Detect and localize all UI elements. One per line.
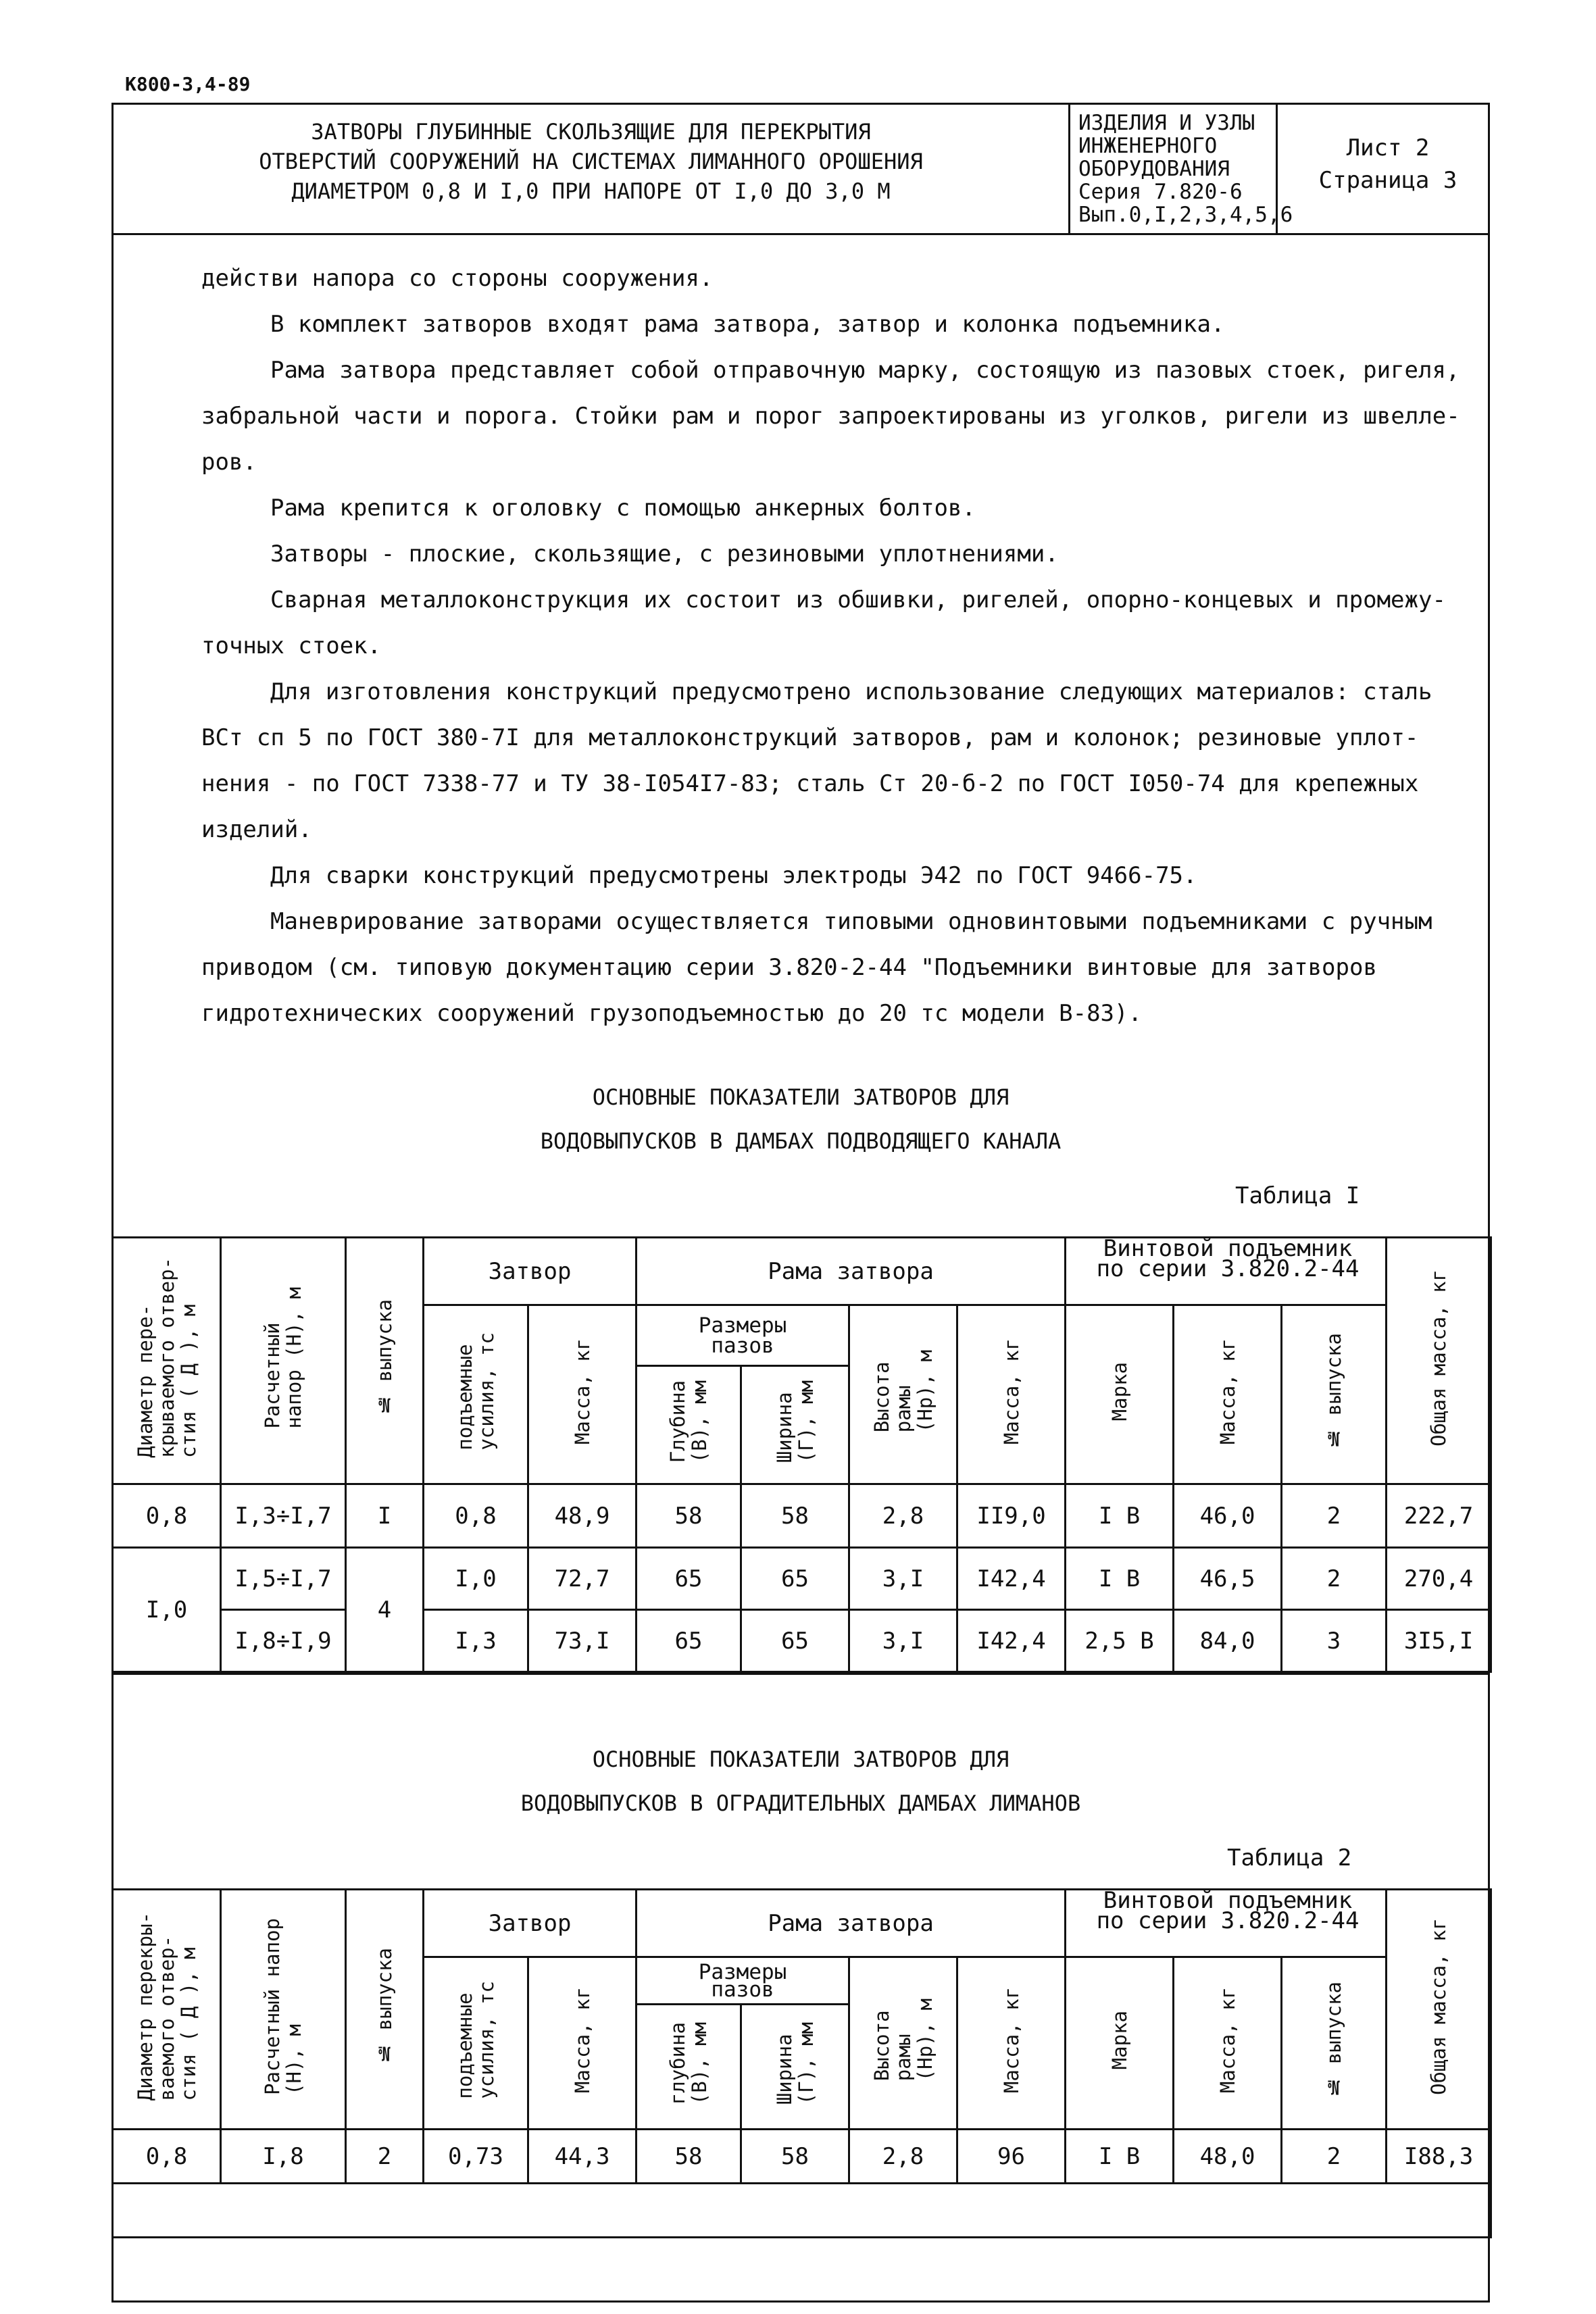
paragraph-line: Для изготовления конструкций предусмотрено использование следующих материалов: сталь [270,678,1432,705]
series-line: Вып.0,I,2,3,4,5,6 [1078,203,1293,227]
paragraph-line: забральной части и порога. Стойки рам и порог запроектированы из уголков, ригели из швелле- [201,403,1460,430]
table2-header-hoist: Винтовой подъемник по серии 3.820.2-44 [1066,1890,1387,1957]
cell-frame-height: 3,I [849,1610,957,1672]
cell-hoist-mass: 48,0 [1174,2130,1282,2184]
paragraph-line: Затворы - плоские, скользящие, с резиновыми уплотнениями. [270,540,1059,568]
cell-diameter: I,0 [113,1548,221,1672]
title-line: ОТВЕРСТИЙ СООРУЖЕНИЙ НА СИСТЕМАХ ЛИМАННОГО ОРОШЕНИЯ [259,149,923,174]
paragraph-line: ВСт сп 5 по ГОСТ 380-7I для металлоконструкций затворов, рам и колонок; резиновые уплот- [201,724,1419,751]
cell-head: I,8 [221,2130,346,2184]
paragraph-line: изделий. [201,816,312,843]
series-line: ИЗДЕЛИЯ И УЗЛЫ [1078,111,1255,135]
cell-brand: I В [1066,1484,1174,1548]
cell-hoist-issue: 2 [1282,1484,1387,1548]
table2-header-lift-force: подъемные усилия, тс [424,1957,528,2130]
table2-header-total-mass: Общая масса, кг [1387,1890,1491,2130]
cell-hoist-mass: 46,5 [1174,1548,1282,1610]
table1-header-diameter: Диаметр пере- крываемого отвер- стия ( Д ), м [113,1238,221,1484]
table2-header-brand: Марка [1066,1957,1174,2130]
sheet-info [1286,132,1490,197]
cell-issue: 4 [346,1548,424,1672]
table1-caption: Таблица I [1235,1182,1360,1209]
cell-gate-mass: 72,7 [528,1548,637,1610]
table1-header-gate: Затвор [424,1238,637,1305]
table2-header-frame-height: Высота рамы (Нр), м [849,1957,957,2130]
cell-width: 58 [741,2130,849,2184]
table1-header-lift-force: подъемные усилия, тс [424,1305,528,1484]
cell-frame-height: 3,I [849,1548,957,1610]
table1-header-frame-height: Высота рамы (Нр), м [849,1305,957,1484]
cell-frame-mass: I42,4 [957,1610,1066,1672]
table2-header-hoist-mass: Масса, кг [1174,1957,1282,2130]
series-line: ОБОРУДОВАНИЯ [1078,157,1230,181]
cell-gate-mass: 73,I [528,1610,637,1672]
paragraph-line: действи напора со стороны сооружения. [201,265,714,292]
table2-header-groove-size: Размеры пазов [637,1957,849,2005]
cell-head: I,5÷I,7 [221,1548,346,1610]
cell-hoist-issue: 2 [1282,2130,1387,2184]
table-row [113,1610,1491,1672]
cell-gate-mass: 48,9 [528,1484,637,1548]
table2-header-hoist-issue: № выпуска [1282,1957,1387,2130]
cell-frame-mass: I42,4 [957,1548,1066,1610]
cell-issue: 2 [346,2130,424,2184]
cell-hoist-mass: 46,0 [1174,1484,1282,1548]
table-row [113,1484,1491,1548]
paragraph-line: В комплект затворов входят рама затвора, затвор и колонка подъемника. [270,311,1225,338]
title-block [111,103,1490,235]
cell-depth: 58 [637,2130,741,2184]
cell-total-mass: I88,3 [1387,2130,1491,2184]
cell-hoist-issue: 3 [1282,1610,1387,1672]
table2-header-head: Расчетный напор (Н), м [221,1890,346,2130]
cell-diameter: 0,8 [113,2130,221,2184]
cell-frame-height: 2,8 [849,1484,957,1548]
cell-hoist-issue: 2 [1282,1548,1387,1610]
table-row [113,1548,1491,1610]
table1-header-hoist-mass: Масса, кг [1174,1305,1282,1484]
paragraph-line: нения - по ГОСТ 7338-77 и ТУ 38-I054I7-83; сталь Ст 20-б-2 по ГОСТ I050-74 для крепежных [201,770,1419,797]
series-line: Серия 7.820-6 [1078,180,1243,204]
cell-frame-mass: II9,0 [957,1484,1066,1548]
page-number: Страница 3 [1318,167,1457,194]
cell-brand: I В [1066,1548,1174,1610]
series-line: ИНЖЕНЕРНОГО [1078,134,1218,158]
table1-header-frame-mass: Масса, кг [957,1305,1066,1484]
table2-header-width: Ширина (Г), мм [741,2005,849,2130]
table2-header-issue: № выпуска [346,1890,424,2130]
table2-header-gate: Затвор [424,1890,637,1957]
table2-header-frame: Рама затвора [637,1890,1066,1957]
table1-header-brand: Марка [1066,1305,1174,1484]
document-code: К800-3,4-89 [125,73,251,95]
title-line: ДИАМЕТРОМ 0,8 И I,0 ПРИ НАПОРЕ ОТ I,0 ДО 3,0 М [291,178,891,204]
paragraph-line: приводом (см. типовую документацию серии 3.820-2-44 "Подъемники винтовые для затворов [201,954,1377,981]
table-row [113,2130,1491,2184]
cell-diameter: 0,8 [113,1484,221,1548]
cell-issue: I [346,1484,424,1548]
paragraph-line: Маневрирование затворами осуществляется типовыми одновинтовыми подъемниками с ручным [270,908,1432,935]
series-info [1078,111,1293,226]
table-row-empty [113,2184,1491,2238]
cell-depth: 65 [637,1548,741,1610]
table2 [111,1888,1492,2238]
cell-width: 58 [741,1484,849,1548]
cell-gate-mass: 44,3 [528,2130,637,2184]
table2-caption: Таблица 2 [1227,1844,1352,1871]
table1-title-line: ОСНОВНЫЕ ПОКАЗАТЕЛИ ЗАТВОРОВ ДЛЯ [592,1084,1009,1110]
cell-brand: I В [1066,2130,1174,2184]
cell-depth: 58 [637,1484,741,1548]
cell-width: 65 [741,1610,849,1672]
cell-total-mass: 3I5,I [1387,1610,1491,1672]
paragraph-line: гидротехнических сооружений грузоподъемностью до 20 тс модели В-83). [201,1000,1142,1027]
table2-header-depth: глубина (В), мм [637,2005,741,2130]
cell-head: I,8÷I,9 [221,1610,346,1672]
table1-header-hoist: Винтовой подъемник по серии 3.820.2-44 [1066,1238,1387,1305]
table2-header-frame-mass: Масса, кг [957,1957,1066,2130]
table1-header-width: Ширина (Г), мм [741,1366,849,1484]
table2-header-gate-mass: Масса, кг [528,1957,637,2130]
cell-total-mass: 270,4 [1387,1548,1491,1610]
cell-lift-force: I,0 [424,1548,528,1610]
table2-title-line: ОСНОВНЫЕ ПОКАЗАТЕЛИ ЗАТВОРОВ ДЛЯ [592,1746,1009,1772]
table1 [111,1236,1492,1673]
table1-header-total-mass: Общая масса, кг [1387,1238,1491,1484]
table1-header-issue: № выпуска [346,1238,424,1484]
table2-header-diameter: Диаметр перекры- ваемого отвер- стия ( Д ), м [113,1890,221,2130]
table2-title-line: ВОДОВЫПУСКОВ В ОГРАДИТЕЛЬНЫХ ДАМБАХ ЛИМАНОВ [520,1790,1081,1816]
cell-frame-height: 2,8 [849,2130,957,2184]
table1-header-frame: Рама затвора [637,1238,1066,1305]
title-line: ЗАТВОРЫ ГЛУБИННЫЕ СКОЛЬЗЯЩИЕ ДЛЯ ПЕРЕКРЫТИЯ [311,119,871,145]
table1-header-groove-size: Размеры пазов [637,1305,849,1366]
cell-hoist-mass: 84,0 [1174,1610,1282,1672]
paragraph-line: Для сварки конструкций предусмотрены электроды Э42 по ГОСТ 9466-75. [270,862,1197,889]
cell-lift-force: I,3 [424,1610,528,1672]
table1-bottom-rule [111,1673,1490,1675]
cell-head: I,3÷I,7 [221,1484,346,1548]
paragraph-line: ров. [201,449,257,476]
paragraph-line: Рама крепится к оголовку с помощью анкерных болтов. [270,495,976,522]
cell-lift-force: 0,73 [424,2130,528,2184]
sheet-number: Лист 2 [1346,134,1430,161]
cell-depth: 65 [637,1610,741,1672]
paragraph-line: Сварная металлоконструкция их состоит из обшивки, ригелей, опорно-концевых и промежу- [270,586,1446,613]
table1-header-head: Расчетный напор (Н), м [221,1238,346,1484]
document-title [114,117,1068,206]
table1-header-depth: Глубина (В), мм [637,1366,741,1484]
cell-brand: 2,5 В [1066,1610,1174,1672]
cell-lift-force: 0,8 [424,1484,528,1548]
frame-bottom-border [111,2300,1490,2303]
cell-frame-mass: 96 [957,2130,1066,2184]
cell-width: 65 [741,1548,849,1610]
paragraph-line: точных стоек. [201,632,382,659]
table1-title-line: ВОДОВЫПУСКОВ В ДАМБАХ ПОДВОДЯЩЕГО КАНАЛА [540,1128,1062,1154]
paragraph-line: Рама затвора представляет собой отправочную марку, состоящую из пазовых стоек, ригеля, [270,357,1460,384]
cell-total-mass: 222,7 [1387,1484,1491,1548]
table1-header-hoist-issue: № выпуска [1282,1305,1387,1484]
table1-header-gate-mass: Масса, кг [528,1305,637,1484]
